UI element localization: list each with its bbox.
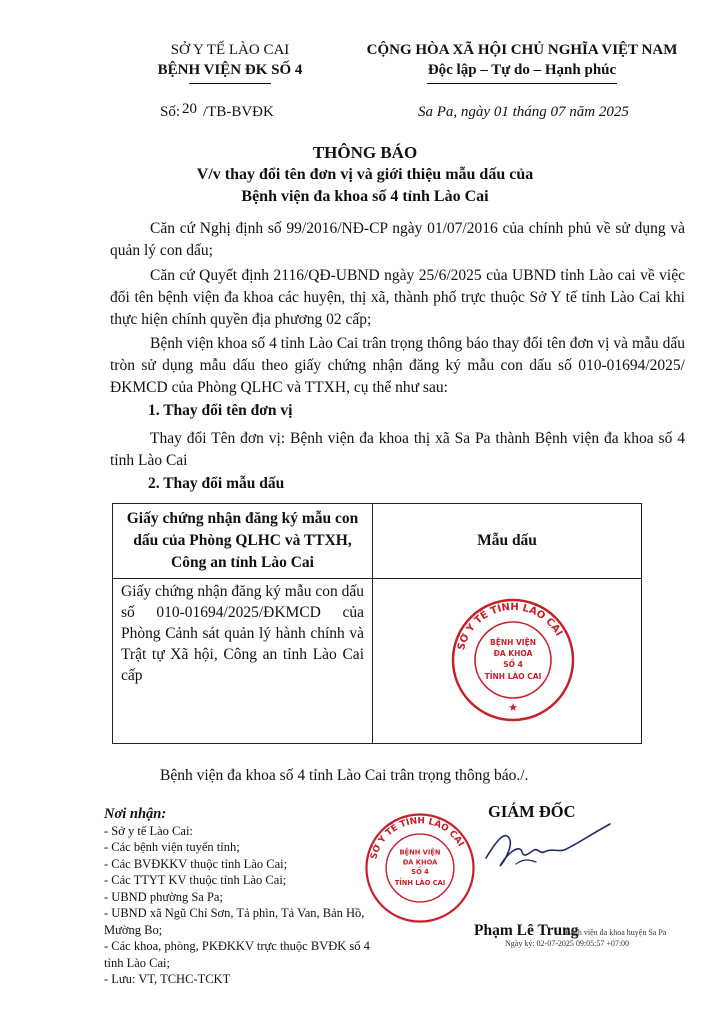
table-cell-seal (373, 579, 642, 744)
table-cell-certificate: Giấy chứng nhận đăng ký mẫu con dấu số 010-01694/2025/ĐKMCD của Phòng Cảnh sát quản lý hành chính và Trật tự Xã hội, Công an tỉnh Lào Cai cấp (113, 579, 373, 744)
national-motto: Độc lập – Tự do – Hạnh phúc (427, 62, 617, 78)
signature-seal-line1: BỆNH VIỆN (399, 848, 441, 857)
signature-seal-ring-text: SỞ Y TẾ TỈNH LÀO CAI (369, 816, 466, 861)
ref-suffix: /TB-BVĐK (203, 104, 274, 120)
section2-title: 2. Thay đổi mẫu dấu (148, 475, 285, 492)
table-header-certificate: Giấy chứng nhận đăng ký mẫu con dấu của Phòng QLHC và TTXH, Công an tỉnh Lào Cai (113, 504, 373, 579)
handwritten-signature (478, 818, 618, 878)
agency-name: SỞ Y TẾ LÀO CAI (170, 42, 290, 58)
digital-signature-org: Bệnh viện đa khoa huyện Sa Pa (565, 928, 667, 937)
hospital-name: BỆNH VIỆN ĐK SỐ 4 (157, 62, 303, 78)
signature-seal-line3: SỐ 4 (411, 868, 429, 877)
seal-line2: ĐA KHOA (493, 649, 533, 658)
closing-line: Bệnh viện đa khoa số 4 tỉnh Lào Cai trân trọng thông báo./. (160, 767, 529, 784)
seal-line1: BỆNH VIỆN (490, 638, 536, 647)
recipient-item: - Các bệnh viện tuyến tỉnh; (104, 840, 240, 854)
paragraph-announcement: Bệnh viện khoa số 4 tỉnh Lào Cai trân trọng thông báo thay đổi tên đơn vị và mẫu dấu tròn sử dụng mẫu dấu theo giấy chứng nhận đăng ký mẫu con dấu số 010-01694/2025/ĐKMCD của Phòng QLHC và TTXH, cụ thể như sau: (110, 335, 685, 396)
signature-seal-line2: ĐA KHOA (402, 858, 438, 867)
recipient-item: - UBND phường Sa Pa; (104, 889, 223, 904)
header-left-underline (189, 83, 271, 84)
ref-number: 20 (182, 101, 198, 117)
seal-line3: SỐ 4 (503, 660, 523, 669)
section1-body: Thay đổi Tên đơn vị: Bệnh viện đa khoa thị xã Sa Pa thành Bệnh viện đa khoa số 4 tỉnh Lào Cai (110, 430, 685, 469)
signature-seal-line4: TỈNH LÀO CAI (394, 878, 446, 887)
title-sub2: Bệnh viện đa khoa số 4 tỉnh Lào Cai (241, 188, 489, 205)
paragraph-decision: Căn cứ Quyết định 2116/QĐ-UBND ngày 25/6/2025 của UBND tỉnh Lào cai về việc đổi tên bệnh viện đa khoa các huyện, thị xã, thành phố trực thuộc Sở Y tế tỉnh Lào Cai khi thực hiện chính quyền địa phương 02 cấp; (110, 267, 685, 328)
header-right-underline (427, 83, 617, 84)
seal-ring-text: SỞ Y TẾ TỈNH LÀO CAI (456, 601, 565, 652)
official-seal-image (448, 595, 578, 725)
title-sub1: V/v thay đổi tên đơn vị và giới thiệu mẫu dấu của (196, 166, 534, 183)
seal-table (112, 503, 642, 744)
digital-signature-info (505, 927, 666, 949)
recipients-title: Nơi nhận: (104, 806, 167, 822)
recipient-item: - Lưu: VT, TCHC-TCKT (104, 972, 231, 986)
document-title (130, 142, 600, 208)
digital-signature-date: Ngày ký: 02-07-2025 09:05:57 +07:00 (505, 939, 630, 948)
table-header-seal: Mẫu dấu (373, 504, 642, 579)
recipients-block (104, 806, 374, 988)
seal-star-icon: ★ (508, 701, 518, 714)
recipient-item: - Các khoa, phòng, PKĐKKV trực thuộc BVĐK số 4 tỉnh Lào Cai; (104, 939, 370, 970)
section1-title: 1. Thay đổi tên đơn vị (148, 402, 293, 419)
recipient-item: - Sở y tế Lào Cai: (104, 823, 193, 838)
recipient-item: - UBND xã Ngũ Chỉ Sơn, Tả phìn, Tả Van, Bản Hồ, Mường Bo; (104, 906, 365, 937)
signer-position: GIÁM ĐỐC (488, 802, 576, 821)
paragraph-decree: Căn cứ Nghị định số 99/2016/NĐ-CP ngày 01/07/2016 của chính phủ về sử dụng và quản lý con dấu; (110, 220, 685, 259)
signature-seal-image (362, 810, 478, 926)
header-left (110, 40, 350, 84)
title-main: THÔNG BÁO (312, 143, 418, 162)
date-line: Sa Pa, ngày 01 tháng 07 năm 2025 (418, 104, 629, 120)
header-right (352, 40, 692, 84)
ref-prefix: Số: (160, 104, 181, 120)
signer-name: Phạm Lê Trung (474, 922, 579, 939)
recipient-item: - Các TTYT KV thuộc tỉnh Lào Cai; (104, 873, 287, 887)
recipient-item: - Các BVĐKKV thuộc tỉnh Lào Cai; (104, 856, 288, 871)
seal-line4: TỈNH LÀO CAI (484, 672, 542, 681)
country-name: CỘNG HÒA XÃ HỘI CHỦ NGHĨA VIỆT NAM (366, 42, 678, 58)
reference-number (160, 101, 274, 121)
